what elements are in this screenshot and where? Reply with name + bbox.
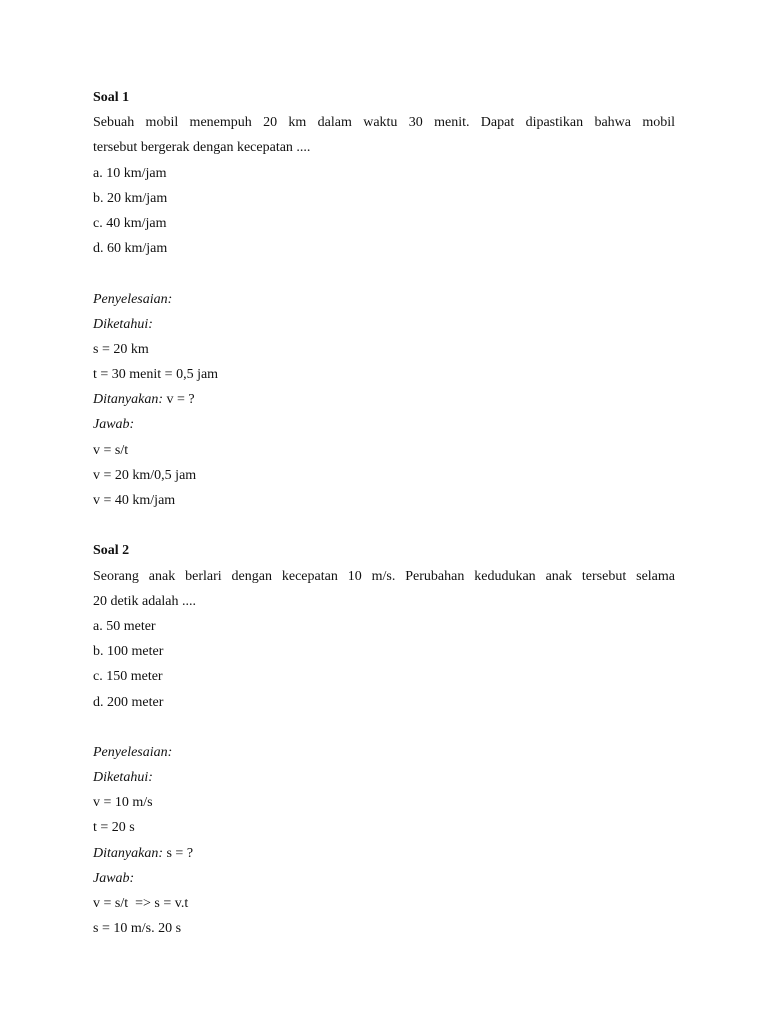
soal-1-option-b: b. 20 km/jam bbox=[93, 190, 168, 206]
soal-1-ditanyakan-label: Ditanyakan: bbox=[93, 392, 163, 408]
soal-2-option-c: c. 150 meter bbox=[93, 669, 163, 685]
spacer bbox=[93, 513, 675, 538]
soal-1-jawab-label: Jawab: bbox=[93, 417, 135, 433]
soal-1-option-a: a. 10 km/jam bbox=[93, 165, 167, 181]
soal-2-known-velocity: v = 10 m/s bbox=[93, 795, 153, 811]
soal-2-ditanyakan-row bbox=[93, 841, 675, 866]
soal-1-step-2: v = 20 km/0,5 jam bbox=[93, 467, 197, 483]
soal-2-option-a: a. 50 meter bbox=[93, 618, 156, 634]
soal-1-diketahui-label: Diketahui: bbox=[93, 316, 153, 332]
spacer bbox=[93, 261, 675, 286]
soal-1-question-line-1: Sebuah mobil menempuh 20 km dalam waktu 30 menit. Dapat dipastikan bahwa mobil bbox=[93, 115, 675, 131]
document-content bbox=[93, 85, 675, 941]
soal-2-question-line-2: 20 detik adalah .... bbox=[93, 593, 197, 609]
soal-2-option-b: b. 100 meter bbox=[93, 644, 164, 660]
soal-2-option-d: d. 200 meter bbox=[93, 694, 164, 710]
soal-1-option-c: c. 40 km/jam bbox=[93, 215, 167, 231]
soal-1-known-distance: s = 20 km bbox=[93, 341, 149, 357]
soal-2-ditanyakan-value: s = ? bbox=[162, 845, 194, 861]
soal-2-question-line-1: Seorang anak berlari dengan kecepatan 10 m/s. Perubahan kedudukan anak tersebut selama bbox=[93, 568, 675, 584]
soal-1-ditanyakan-value: v = ? bbox=[162, 392, 195, 408]
soal-1-step-1: v = s/t bbox=[93, 442, 129, 458]
soal-2-jawab-label: Jawab: bbox=[93, 870, 135, 886]
soal-1-option-d: d. 60 km/jam bbox=[93, 241, 168, 257]
soal-2-heading: Soal 2 bbox=[93, 543, 130, 559]
soal-1-step-3: v = 40 km/jam bbox=[93, 493, 176, 508]
soal-1-known-time: t = 30 menit = 0,5 jam bbox=[93, 367, 219, 383]
soal-2-step-2: s = 10 m/s. 20 s bbox=[93, 921, 182, 937]
soal-1-question-line-2: tersebut bergerak dengan kecepatan .... bbox=[93, 140, 311, 156]
soal-2-ditanyakan-label: Ditanyakan: bbox=[93, 845, 163, 861]
soal-2-step-1: v = s/t => s = v.t bbox=[93, 896, 189, 911]
soal-1-ditanyakan-row bbox=[93, 387, 675, 412]
spacer bbox=[93, 715, 675, 740]
soal-2-diketahui-label: Diketahui: bbox=[93, 770, 153, 786]
soal-2-known-time: t = 20 s bbox=[93, 820, 135, 836]
soal-2-penyelesaian-label: Penyelesaian: bbox=[93, 744, 173, 760]
soal-1-penyelesaian-label: Penyelesaian: bbox=[93, 291, 173, 307]
soal-1-heading: Soal 1 bbox=[93, 90, 130, 105]
